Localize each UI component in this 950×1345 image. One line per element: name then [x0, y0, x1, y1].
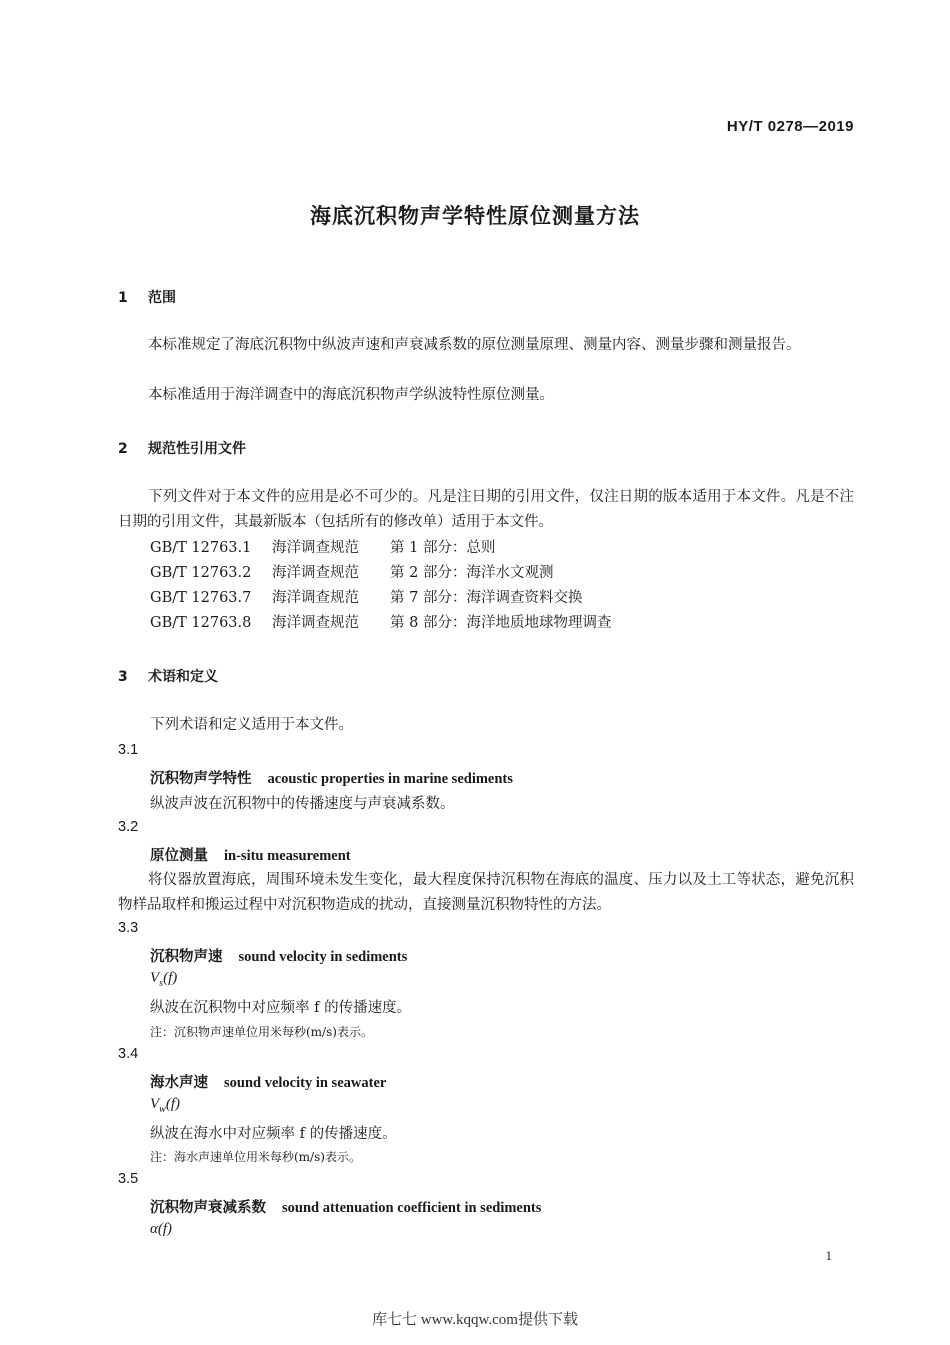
term-english: in-situ measurement — [224, 848, 351, 864]
document-title: 海底沉积物声学特性原位测量方法 — [310, 204, 640, 228]
term-symbol — [150, 1096, 180, 1115]
reference-name: 海洋调查规范 — [272, 540, 359, 556]
term-title — [150, 844, 351, 865]
section-3-intro: 下列术语和定义适用于本文件。 — [150, 717, 353, 733]
reference-name: 海洋调查规范 — [272, 590, 359, 606]
reference-item — [150, 586, 582, 607]
section-title: 术语和定义 — [148, 669, 218, 685]
section-1-paragraph-2: 本标准适用于海洋调查中的海底沉积物声学纵波特性原位测量。 — [148, 387, 554, 403]
term-note: 注：沉积物声速单位用米每秒(m/s)表示。 — [150, 1025, 373, 1039]
reference-name: 海洋调查规范 — [272, 615, 359, 631]
symbol-argument: (f) — [163, 970, 178, 986]
term-title — [150, 767, 513, 788]
symbol-base: V — [150, 970, 160, 986]
term-number: 3.5 — [118, 1171, 139, 1187]
term-symbol — [150, 970, 177, 989]
term-title — [150, 1071, 386, 1092]
term-definition: 纵波声波在沉积物中的传播速度与声衰减系数。 — [150, 796, 455, 812]
symbol-subscript: s — [159, 978, 164, 989]
symbol-argument: (f) — [165, 1096, 181, 1112]
section-number: 3 — [118, 669, 128, 685]
reference-item — [150, 536, 495, 557]
term-chinese: 沉积物声速 — [150, 949, 223, 965]
term-title — [150, 1196, 541, 1217]
term-chinese: 原位测量 — [150, 848, 208, 864]
term-english: sound attenuation coefficient in sediments — [282, 1200, 542, 1216]
term-definition: 纵波在沉积物中对应频率 f 的传播速度。 — [150, 1000, 412, 1016]
reference-part: 第 7 部分：海洋调查资料交换 — [390, 590, 583, 606]
section-title: 规范性引用文件 — [148, 441, 246, 457]
reference-code: GB/T 12763.7 — [150, 590, 252, 606]
symbol-base: V — [150, 1096, 160, 1112]
term-definition: 将仪器放置海底，周围环境未发生变化，最大程度保持沉积物在海底的温度、压力以及土工等状态，避免沉积物样品取样和搬运过程中对沉积物造成的扰动，直接测量沉积物特性的方法。 — [118, 872, 854, 913]
reference-part: 第 1 部分：总则 — [390, 540, 496, 556]
term-definition: 纵波在海水中对应频率 f 的传播速度。 — [150, 1126, 397, 1142]
reference-item — [150, 611, 611, 632]
section-2-heading — [118, 438, 246, 458]
term-chinese: 沉积物声学特性 — [150, 771, 252, 787]
standard-number: HY/T 0278—2019 — [726, 118, 854, 135]
term-symbol: α(f) — [150, 1221, 173, 1237]
reference-name: 海洋调查规范 — [272, 565, 359, 581]
term-english: sound velocity in seawater — [224, 1075, 387, 1091]
section-title: 范围 — [148, 290, 176, 306]
reference-code: GB/T 12763.1 — [150, 540, 252, 556]
download-footer: 库七七 www.kqqw.com提供下载 — [372, 1312, 578, 1328]
term-english: sound velocity in sediments — [238, 949, 408, 965]
term-note: 注：海水声速单位用米每秒(m/s)表示。 — [150, 1150, 361, 1164]
term-number: 3.2 — [118, 819, 139, 835]
section-1-heading — [118, 287, 176, 307]
section-3-heading — [118, 666, 218, 686]
term-chinese: 沉积物声衰减系数 — [150, 1200, 266, 1216]
page-number: 1 — [825, 1248, 832, 1263]
term-title — [150, 945, 407, 966]
reference-part: 第 8 部分：海洋地质地球物理调查 — [390, 615, 612, 631]
section-1-paragraph-1: 本标准规定了海底沉积物中纵波声速和声衰减系数的原位测量原理、测量内容、测量步骤和测量报告。 — [148, 337, 801, 353]
section-number: 2 — [118, 441, 128, 457]
term-english: acoustic properties in marine sediments — [267, 771, 513, 787]
reference-item — [150, 561, 553, 582]
term-number: 3.4 — [118, 1046, 139, 1062]
symbol-subscript: w — [159, 1104, 166, 1115]
term-chinese: 海水声速 — [150, 1075, 208, 1091]
reference-part: 第 2 部分：海洋水文观测 — [390, 565, 554, 581]
reference-code: GB/T 12763.8 — [150, 615, 252, 631]
reference-code: GB/T 12763.2 — [150, 565, 252, 581]
section-number: 1 — [118, 290, 128, 306]
section-2-paragraph: 下列文件对于本文件的应用是必不可少的。凡是注日期的引用文件，仅注日期的版本适用于本文件。凡是不注日期的引用文件，其最新版本（包括所有的修改单）适用于本文件。 — [118, 489, 854, 530]
term-number: 3.3 — [118, 920, 139, 936]
term-number: 3.1 — [118, 742, 139, 758]
